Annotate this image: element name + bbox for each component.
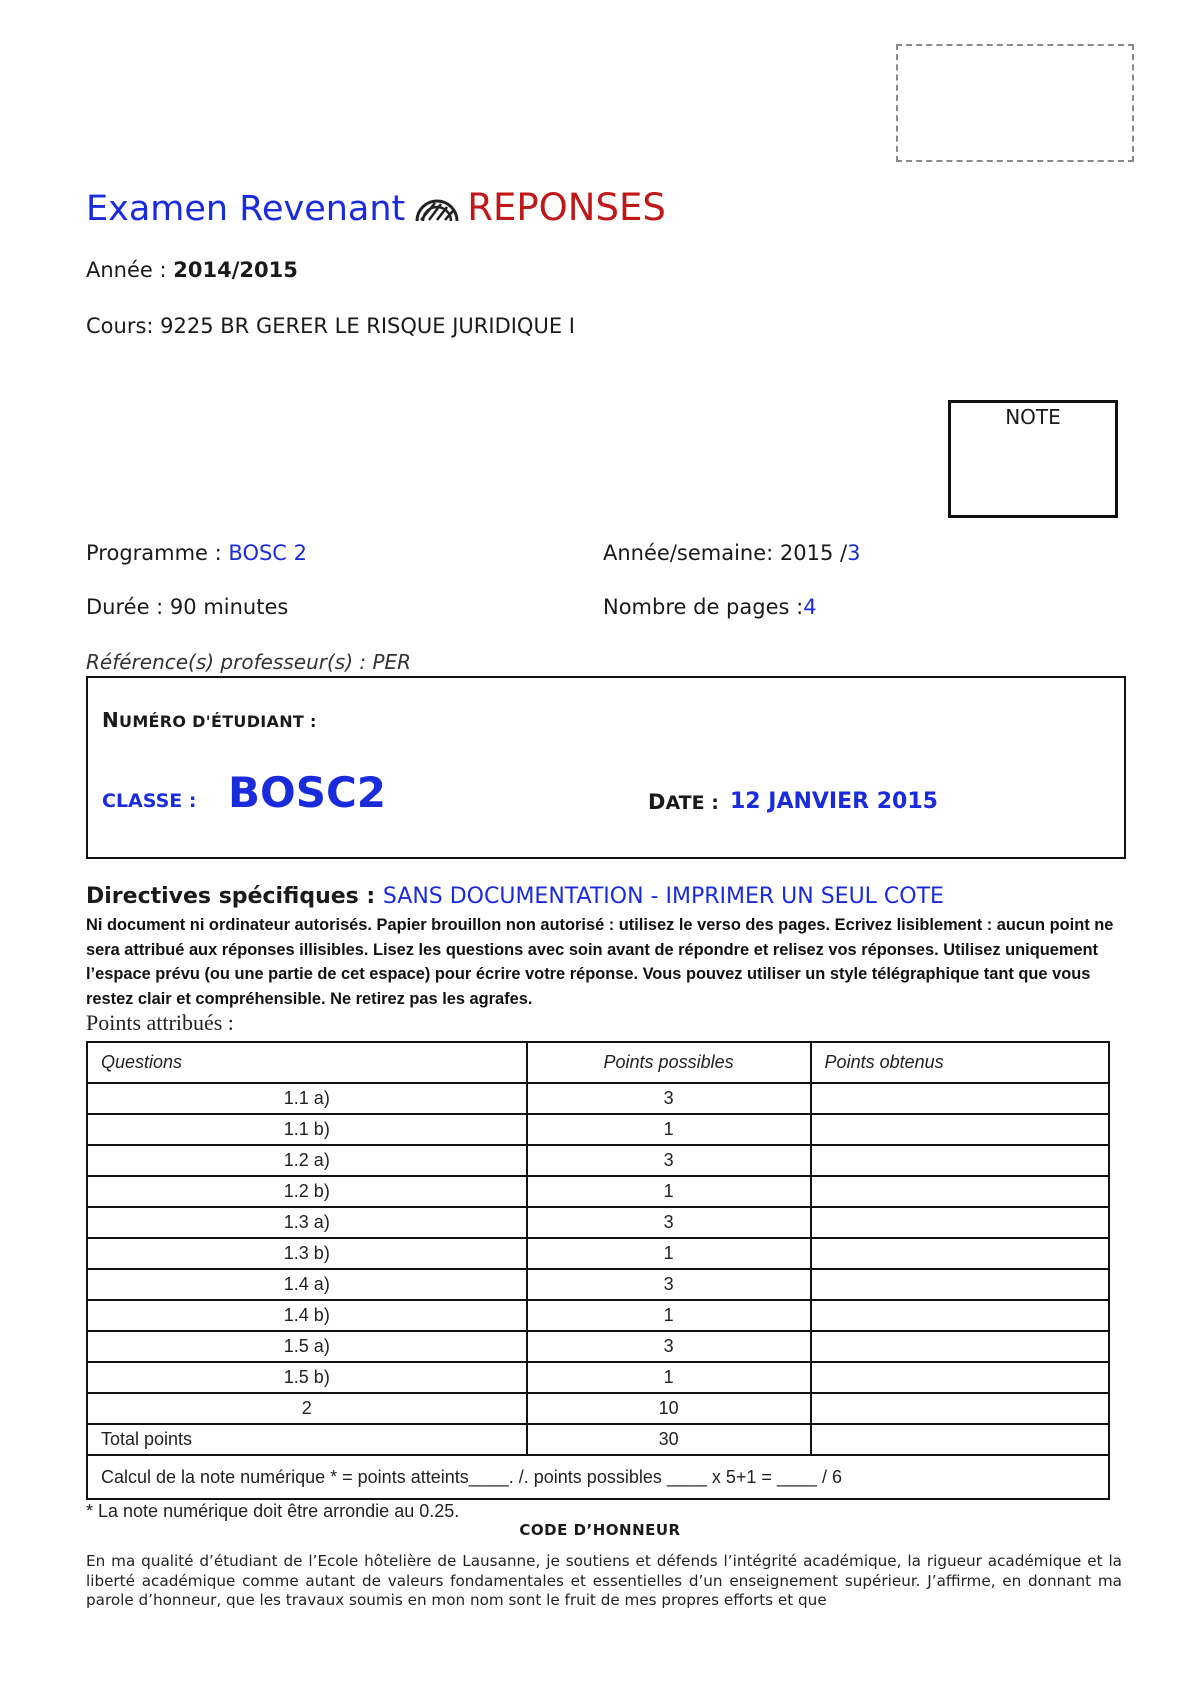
- programme-value: BOSC 2: [228, 541, 308, 565]
- points-possibles-cell: 1: [527, 1176, 811, 1207]
- title-prefix: Examen Revenant: [86, 189, 406, 229]
- pages-value: 4: [803, 595, 817, 619]
- honor-code-text: En ma qualité d’étudiant de l’Ecole hôtelière de Lausanne, je soutiens et défends l’intégrité académique, la rigueur académique et la liberté académique comme autant de valeurs fondamentales et essentielles d’un enseignement supérieur. J’affirme, en donnant ma parole d’honneur, que les travaux soumis en mon nom sont le fruit de mes propres efforts et que: [86, 1552, 1122, 1609]
- rounding-footnote: * La note numérique doit être arrondie au 0.25.: [86, 1501, 460, 1521]
- total-row: [87, 1424, 1109, 1455]
- table-row: [87, 1393, 1109, 1424]
- question-cell: 1.3 b): [87, 1238, 527, 1269]
- header-points-obtenus: Points obtenus: [811, 1042, 1109, 1083]
- annee-semaine-line: [603, 541, 860, 565]
- question-cell: 1.1 b): [87, 1114, 527, 1145]
- question-cell: 1.5 b): [87, 1362, 527, 1393]
- honor-code-title: CODE D’HONNEUR: [519, 1521, 681, 1539]
- points-possibles-cell: 1: [527, 1362, 811, 1393]
- question-cell: 1.4 a): [87, 1269, 527, 1300]
- question-cell: 1.2 b): [87, 1176, 527, 1207]
- total-value: 30: [527, 1424, 811, 1455]
- points-obtenus-cell[interactable]: [811, 1393, 1109, 1424]
- hotel-school-logo-icon: [413, 192, 461, 222]
- duree-line: Durée : 90 minutes: [86, 595, 289, 619]
- points-obtenus-cell[interactable]: [811, 1176, 1109, 1207]
- points-possibles-cell: 3: [527, 1331, 811, 1362]
- table-row: [87, 1207, 1109, 1238]
- question-cell: 1.1 a): [87, 1083, 527, 1114]
- directives-rules: Ni document ni ordinateur autorisés. Papier brouillon non autorisé : utilisez le verso des pages. Ecrivez lisiblement : aucun point ne sera attribué aux réponses illisibles. Lisez les questions avec soin avant de répondre et relisez vos réponses. Utilisez uniquement l’espace prévu (ou une partie de cet espace) pour écrire votre réponse. Vous pouvez utiliser un style télégraphique tant que vous restez clair et compréhensible. Ne retirez pas les agrafes.: [86, 916, 1114, 1008]
- pages-label: Nombre de pages :: [603, 595, 804, 619]
- question-cell: 1.5 a): [87, 1331, 527, 1362]
- cours-line: [86, 314, 575, 338]
- cours-label: Cours:: [86, 314, 161, 338]
- table-row: [87, 1331, 1109, 1362]
- pages-line: [603, 595, 817, 619]
- date-label: DATE :: [648, 790, 719, 814]
- classe-label: CLASSE :: [102, 790, 197, 812]
- date-value: 12 JANVIER 2015: [730, 789, 938, 814]
- table-row: [87, 1145, 1109, 1176]
- points-obtenus-cell[interactable]: [811, 1207, 1109, 1238]
- question-cell: 1.4 b): [87, 1300, 527, 1331]
- classe-value: BOSC2: [228, 768, 387, 817]
- question-cell: 2: [87, 1393, 527, 1424]
- table-row: [87, 1083, 1109, 1114]
- cours-value: 9225 BR GERER LE RISQUE JURIDIQUE I: [160, 314, 575, 338]
- points-table: [86, 1041, 1110, 1500]
- annee-label: Année :: [86, 258, 174, 282]
- total-obtained-cell[interactable]: [811, 1424, 1109, 1455]
- points-possibles-cell: 3: [527, 1083, 811, 1114]
- directives-heading: [86, 884, 944, 909]
- table-row: [87, 1114, 1109, 1145]
- annee-semaine-value: 3: [847, 541, 861, 565]
- points-possibles-cell: 1: [527, 1114, 811, 1145]
- annee-semaine-label: Année/semaine: 2015 /: [603, 541, 848, 565]
- annee-line: [86, 258, 298, 282]
- header-points-possibles: Points possibles: [527, 1042, 811, 1083]
- points-possibles-cell: 10: [527, 1393, 811, 1424]
- table-row: [87, 1238, 1109, 1269]
- points-obtenus-cell[interactable]: [811, 1300, 1109, 1331]
- formula-row: [87, 1455, 1109, 1499]
- question-cell: 1.2 a): [87, 1145, 527, 1176]
- student-number-label: NUMÉRO D'ÉTUDIANT :: [102, 708, 317, 732]
- reference-professeur: Référence(s) professeur(s) : PER: [86, 650, 412, 674]
- header-questions: Questions: [87, 1042, 527, 1083]
- table-row: [87, 1176, 1109, 1207]
- note-label: NOTE: [1005, 405, 1061, 429]
- table-row: [87, 1362, 1109, 1393]
- question-cell: 1.3 a): [87, 1207, 527, 1238]
- points-possibles-cell: 3: [527, 1145, 811, 1176]
- points-possibles-cell: 1: [527, 1300, 811, 1331]
- points-obtenus-cell[interactable]: [811, 1083, 1109, 1114]
- points-obtenus-cell[interactable]: [811, 1362, 1109, 1393]
- points-label: Points attribués :: [86, 1010, 234, 1035]
- table-row: [87, 1300, 1109, 1331]
- points-obtenus-cell[interactable]: [811, 1114, 1109, 1145]
- note-box: [948, 400, 1118, 518]
- points-possibles-cell: 3: [527, 1207, 811, 1238]
- points-obtenus-cell[interactable]: [811, 1331, 1109, 1362]
- table-header-row: [87, 1042, 1109, 1083]
- points-possibles-cell: 3: [527, 1269, 811, 1300]
- total-label: Total points: [87, 1424, 527, 1455]
- title-suffix: REPONSES: [467, 186, 666, 229]
- table-row: [87, 1269, 1109, 1300]
- annee-value: 2014/2015: [173, 258, 298, 282]
- programme-label: Programme :: [86, 541, 229, 565]
- points-possibles-cell: 1: [527, 1238, 811, 1269]
- stamp-box: [896, 44, 1134, 162]
- points-obtenus-cell[interactable]: [811, 1145, 1109, 1176]
- points-obtenus-cell[interactable]: [811, 1269, 1109, 1300]
- directives-value: SANS DOCUMENTATION - IMPRIMER UN SEUL COTE: [382, 884, 944, 909]
- page-title: [86, 186, 666, 229]
- grade-formula: Calcul de la note numérique * = points atteints____. /. points possibles ____ x 5+1 = ____ / 6: [87, 1455, 1109, 1499]
- directives-label: Directives spécifiques :: [86, 884, 383, 909]
- points-obtenus-cell[interactable]: [811, 1238, 1109, 1269]
- programme-line: [86, 541, 307, 565]
- student-box: [86, 676, 1126, 859]
